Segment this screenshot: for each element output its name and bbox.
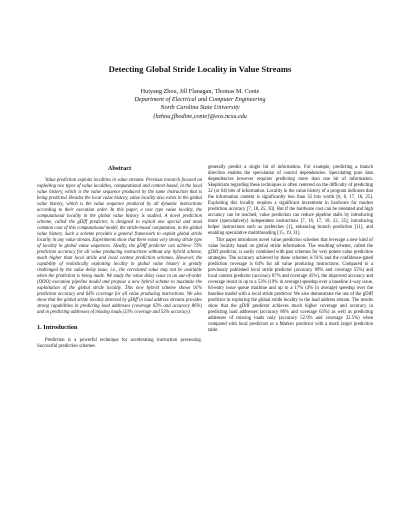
abstract-heading: Abstract [107, 165, 132, 172]
paper-title: Detecting Global Stride Locality in Value Streams [108, 64, 292, 74]
section-heading-introduction: 1. Introduction [37, 324, 78, 331]
author-emails: {hzhou,jfbodine,conte}@eos.ncsu.edu [153, 112, 247, 120]
author-names: Huiyang Zhou, Jill Flanagan, Thomas M. Conte [140, 88, 260, 95]
abstract-text: Value prediction exploits localities in value streams. Previous research focused on exploiting two types of value localities, computational and context-based, in the local value history, which is the value sequence produced by the same instruction that is being predicted. Besides the local value history, value locality also exists in the global value history, which is the value sequence produced by all dynamic instructions according to their execution order. In this paper, a new type value locality, the computational locality in the global value history is studied. A novel prediction scheme, called the gDiff predictor, is designed to exploit one special and most common case of this computational model, the stride-based computation, in the global value history. Such a scheme provides a general framework to exploit global stride locality in any value stream. Experiments show that there exists very strong stride type of locality in global value sequences. Ideally, the gDiff predictor can achieve 73% prediction accuracy for all value producing instructions without any hybrid scheme, much higher than local stride and local context prediction schemes. However, the capability of realistically exploiting locality in global value history is greatly challenged by the value delay issue, i.e., the correlated value may not be available when the prediction is being made. We study the value delay issue in an out-of-order (OOO) execution pipeline model and propose a new hybrid scheme to maximize the exploitation of the global stride locality. This new hybrid scheme shows 91% prediction accuracy and 64% coverage for all value producing instructions. We also show that the global stride locality detected by gDiff in load address streams provides strong capabilities in predicting load addresses (coverage 63% and accuracy 86%) and in predicting addresses of missing loads (33% coverage and 53% accuracy). [37, 178, 202, 315]
department: Department of Electrical and Computer Engineering [134, 96, 266, 104]
right-column-paragraph-1: generally predict a single bit of information. For example, predicting a branch direction enables the speculation of control dependencies. Speculating pure data dependencies however requires predicting more than one bit of information. Skepticism regarding these techniques is often centered on the difficulty of predicting 32 (or 64) bits of information. Locality in the value history of a program indicates that the information content is significantly less than 32 bits worth [6, 8, 17, 18, 25]. Exploiting this locality requires a significant investment in hardware for modest prediction accuracy [7, 18, 25, 30]. But if the hardware cost can be tolerated and high accuracy can be reached, value prediction can reduce pipeline stalls by introducing more (speculatively) independent instructions [7, 16, 17, 18, 22, 25], introducing helper instructions such as prefetches [1], enhancing branch prediction [11], and enabling speculative multithreading [15, 19, 31]. [208, 165, 373, 236]
left-column [37, 165, 202, 350]
university: North Carolina State University [160, 104, 240, 112]
author-block [0, 88, 400, 121]
introduction-text: Prediction is a powerful technique for accelerating instruction processing. Successful prediction schemes [37, 338, 202, 349]
right-column [208, 165, 373, 335]
right-column-paragraph-2: This paper introduces novel value prediction schemes that leverage a new kind of value locality based on global stride information. The resulting scheme, called the gDiff predictor, is easily combined with past schemes for very potent value prediction strategies. The accuracy achieved by these schemes is 91% and the confidence-gated prediction coverage is 64% for all value producing instructions. Compared to a previously published local stride predictor (accuracy 89% and coverage 55%) and local context predictor (accuracy 87% and coverage 45%), the improved accuracy and coverage result in up to a 53% (19% in average) speedup over a baseline 4-way issue, 64-entry issue queue machine and up to a 17% (4% in average) speedup over the baseline model with a local stride predictor. We also demonstrate the use of the gDiff predictor in exploring the global stride locality in the load address stream. The results show that the gDiff predictor achieves much higher coverage and accuracy in predicting load addresses (accuracy 86% and coverage 63%) as well as predicting addresses of missing loads only (accuracy 52.9% and coverage 32.5%) when compared with local predictors or a Markov predictor with a much larger prediction table. [208, 238, 373, 333]
